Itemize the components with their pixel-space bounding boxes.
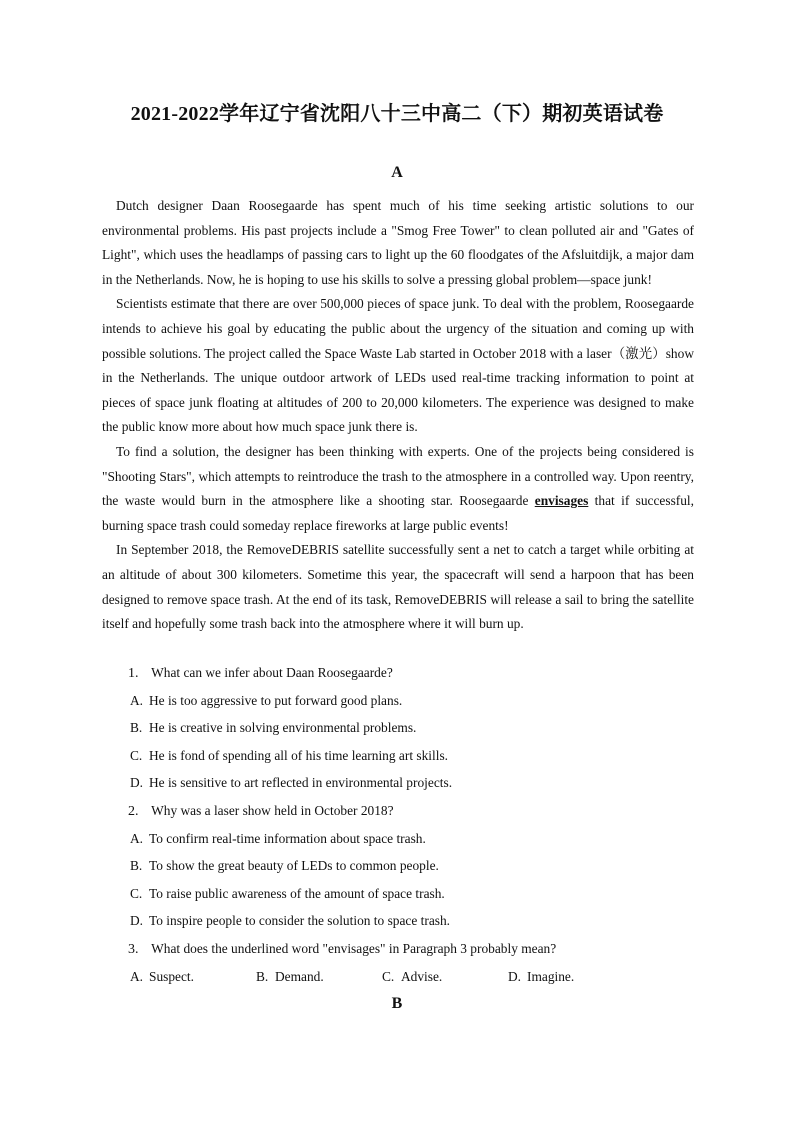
question-3-options-row <box>102 963 574 991</box>
option-text: He is fond of spending all of his time learning art skills. <box>149 747 449 763</box>
question-text: Why was a laser show held in October 2018? <box>151 802 394 818</box>
option-letter: D. <box>130 775 144 791</box>
question-3-option-b <box>256 963 382 991</box>
option-text: To confirm real-time information about space trash. <box>149 830 426 846</box>
section-heading-a: A <box>391 164 403 181</box>
underlined-word: envisages <box>534 493 589 509</box>
passage-paragraph-1: Dutch designer Daan Roosegaarde has spent much of his time seeking artistic solutions to our environmental problems. His past projects include a "Smog Free Tower" to clean polluted air and "Gates of Light", which uses the headlamps of passing cars to light up the 60 floodgates of the Afsluitdijk, a major dam in the Netherlands. Now, he is hoping to use his skills to solve a pressing global problem—space junk! <box>102 198 694 287</box>
option-letter: B. <box>130 858 143 874</box>
question-1-option-b <box>102 714 694 742</box>
question-number: 1. <box>128 666 139 681</box>
passage-paragraph-3-text-after: that if successful, burning space trash could someday replace fireworks at large public events! <box>102 493 694 533</box>
question-number: 3. <box>128 941 139 957</box>
question-3-option-a <box>130 963 256 991</box>
question-1-option-c <box>102 742 694 770</box>
option-letter: A. <box>130 968 144 984</box>
question-3-stem <box>102 935 694 963</box>
option-letter: A. <box>130 830 144 846</box>
reading-passage <box>102 194 694 637</box>
option-letter: D. <box>130 913 144 929</box>
passage-paragraph-4: In September 2018, the RemoveDEBRIS satellite successfully sent a net to catch a target while orbiting at an altitude of about 300 kilometers. Sometime this year, the spacecraft will send a harpoon that has been designed to remove space trash. At the end of its task, RemoveDEBRIS will release a sail to bring the satellite itself and hopefully some trash back into the atmosphere where it will burn up. <box>102 542 694 632</box>
question-1-option-d <box>102 769 694 797</box>
question-2-option-d <box>102 907 694 935</box>
option-letter: C. <box>130 885 143 901</box>
option-text: To show the great beauty of LEDs to common people. <box>149 858 439 874</box>
question-list <box>102 659 694 990</box>
option-text: To raise public awareness of the amount of space trash. <box>149 885 445 901</box>
option-letter: B. <box>130 720 143 736</box>
question-1-option-a <box>102 687 694 715</box>
option-letter: D. <box>508 968 522 984</box>
question-3-options <box>102 963 694 991</box>
option-text: He is creative in solving environmental problems. <box>149 720 417 736</box>
question-number: 2. <box>128 803 139 819</box>
option-letter: B. <box>256 968 269 984</box>
question-1-stem <box>102 659 694 687</box>
option-text: He is sensitive to art reflected in environmental projects. <box>149 775 453 791</box>
option-text: Suspect. <box>149 968 195 984</box>
question-text: What can we infer about Daan Roosegaarde? <box>151 665 393 680</box>
option-text: Demand. <box>275 968 324 984</box>
page-title: 2021-2022学年辽宁省沈阳八十三中高二（下）期初英语试卷 <box>130 103 664 125</box>
section-heading-b: B <box>391 995 403 1012</box>
question-2-option-b <box>102 852 694 880</box>
option-text: To inspire people to consider the solution to space trash. <box>149 913 451 929</box>
question-3-option-c <box>382 963 508 991</box>
question-text: What does the underlined word "envisages" in Paragraph 3 probably mean? <box>151 940 557 956</box>
option-letter: C. <box>382 968 395 984</box>
passage-paragraph-3-text-before: To find a solution, the designer has been thinking with experts. One of the projects being considered is "Shooting Stars", which attempts to reintroduce the trash to the atmosphere in a controlled way. Upon reentry, the waste would burn in the atmosphere like a shooting star. Roosegaarde <box>102 443 694 509</box>
passage-paragraph-2: Scientists estimate that there are over 500,000 pieces of space junk. To deal with the problem, Roosegaarde intends to achieve his goal by educating the public about the urgency of the situation and coming up with possible solutions. The project called the Space Waste Lab started in October 2018 with a laser（激光）show in the Netherlands. The unique outdoor artwork of LEDs used real-time tracking information to point at pieces of space junk floating at altitudes of 200 to 20,000 kilometers. The experience was designed to make the public know more about how much space junk there is. <box>102 296 694 435</box>
passage-paragraph-3 <box>102 440 694 538</box>
option-text: Imagine. <box>527 968 575 984</box>
question-2-option-a <box>102 825 694 853</box>
question-2-stem <box>102 797 694 825</box>
option-text: He is too aggressive to put forward good plans. <box>149 692 403 708</box>
option-letter: A. <box>130 692 144 708</box>
option-letter: C. <box>130 747 143 763</box>
question-2-option-c <box>102 880 694 908</box>
option-text: Advise. <box>401 968 443 984</box>
question-3-option-d <box>508 963 574 991</box>
